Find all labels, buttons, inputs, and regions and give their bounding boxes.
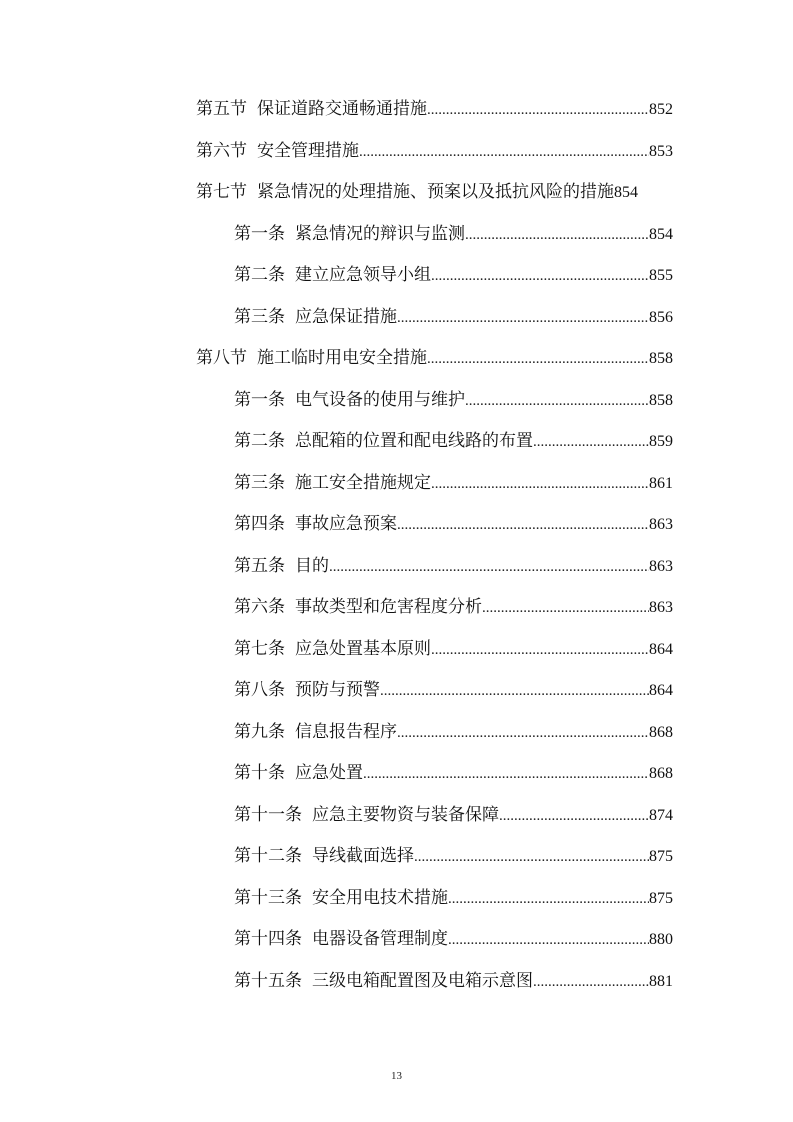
toc-entry-title: 应急处置 bbox=[295, 763, 363, 783]
toc-entry-number: 第二条 bbox=[234, 265, 285, 285]
toc-entry-title: 导线截面选择 bbox=[312, 846, 414, 866]
toc-entry-number: 第十二条 bbox=[234, 846, 302, 866]
toc-dot-leader bbox=[465, 215, 649, 257]
toc-entry-title: 三级电箱配置图及电箱示意图 bbox=[312, 970, 533, 991]
toc-entry[interactable] bbox=[0, 919, 673, 961]
toc-entry[interactable] bbox=[0, 961, 673, 1003]
toc-entry-title: 预防与预警 bbox=[295, 680, 380, 700]
toc-entry-page: 864 bbox=[649, 682, 673, 699]
toc-entry[interactable] bbox=[0, 587, 673, 629]
toc-entry-number: 第十四条 bbox=[234, 929, 302, 949]
toc-entry-title: 施工临时用电安全措施 bbox=[257, 348, 427, 368]
toc-entry[interactable] bbox=[0, 89, 673, 131]
toc-entry-page: 855 bbox=[649, 267, 673, 284]
toc-entry-page: 861 bbox=[649, 474, 673, 492]
toc-entry-title: 事故类型和危害程度分析 bbox=[295, 597, 482, 617]
toc-entry-title: 电器设备管理制度 bbox=[312, 929, 448, 949]
toc-entry-page: 863 bbox=[649, 516, 673, 533]
toc-entry-number: 第六条 bbox=[234, 597, 285, 617]
toc-entry-page: 868 bbox=[649, 765, 673, 782]
toc-entry[interactable] bbox=[0, 504, 673, 546]
page-number: 13 bbox=[391, 1070, 402, 1082]
toc-entry-number: 第十五条 bbox=[234, 970, 302, 991]
toc-entry-number: 第八节 bbox=[196, 348, 247, 368]
toc-entry-number: 第一条 bbox=[234, 389, 285, 410]
toc-entry[interactable] bbox=[0, 546, 673, 588]
toc-entry-number: 第一条 bbox=[234, 223, 285, 244]
toc-dot-leader bbox=[499, 796, 649, 838]
toc-entry-title: 信息报告程序 bbox=[295, 721, 397, 742]
toc-entry-page: 852 bbox=[649, 101, 673, 118]
toc-entry[interactable] bbox=[0, 338, 673, 380]
toc-entry[interactable] bbox=[0, 131, 673, 173]
toc-entry-title: 目的 bbox=[295, 555, 329, 576]
toc-entry-title: 安全用电技术措施 bbox=[312, 887, 448, 908]
toc-entry[interactable] bbox=[0, 297, 673, 339]
toc-entry-title: 电气设备的使用与维护 bbox=[295, 389, 465, 410]
toc-entry-title: 事故应急预案 bbox=[295, 514, 397, 534]
toc-entry-page: 875 bbox=[649, 889, 673, 907]
toc-entry-number: 第二条 bbox=[234, 431, 285, 451]
toc-entry-title: 建立应急领导小组 bbox=[295, 265, 431, 285]
toc-entry-title: 保证道路交通畅通措施 bbox=[257, 99, 427, 119]
toc-dot-leader bbox=[329, 547, 649, 589]
toc-entry-page: 858 bbox=[649, 391, 673, 409]
toc-entry-title: 总配箱的位置和配电线路的布置 bbox=[295, 431, 533, 451]
toc-dot-leader bbox=[397, 713, 649, 755]
toc-entry[interactable] bbox=[0, 380, 673, 422]
toc-entry-number: 第七条 bbox=[234, 638, 285, 659]
toc-entry-number: 第五节 bbox=[196, 99, 247, 119]
toc-entry-number: 第八条 bbox=[234, 680, 285, 700]
toc-dot-leader bbox=[431, 464, 649, 506]
toc-entry-number: 第三条 bbox=[234, 306, 285, 327]
toc-dot-leader bbox=[448, 920, 649, 962]
toc-entry-page: 858 bbox=[649, 350, 673, 367]
toc-entry[interactable] bbox=[0, 629, 673, 671]
toc-entry-page: 875 bbox=[649, 848, 673, 865]
table-of-contents bbox=[0, 89, 793, 1002]
toc-entry[interactable] bbox=[0, 836, 673, 878]
toc-entry[interactable] bbox=[0, 753, 673, 795]
toc-dot-leader bbox=[397, 505, 649, 547]
toc-entry-number: 第十三条 bbox=[234, 887, 302, 908]
toc-entry-number: 第七节 bbox=[196, 182, 247, 202]
toc-dot-leader bbox=[380, 671, 649, 713]
toc-entry-page: 863 bbox=[649, 599, 673, 616]
toc-entry-page: 881 bbox=[649, 972, 673, 990]
toc-entry[interactable] bbox=[0, 670, 673, 712]
toc-entry-page: 859 bbox=[649, 433, 673, 450]
toc-dot-leader bbox=[427, 90, 649, 132]
toc-dot-leader bbox=[448, 879, 649, 921]
toc-entry-title: 紧急情况的辩识与监测 bbox=[295, 223, 465, 244]
toc-entry-title: 应急保证措施 bbox=[295, 306, 397, 327]
toc-entry[interactable] bbox=[0, 795, 673, 837]
toc-entry-number: 第九条 bbox=[234, 721, 285, 742]
toc-entry-title: 应急处置基本原则 bbox=[295, 638, 431, 659]
toc-dot-leader bbox=[533, 422, 649, 464]
toc-entry-page: 874 bbox=[649, 806, 673, 824]
toc-entry-page: 864 bbox=[649, 640, 673, 658]
toc-entry-number: 第十一条 bbox=[234, 804, 302, 825]
toc-entry-number: 第六节 bbox=[196, 140, 247, 161]
toc-dot-leader bbox=[397, 298, 649, 340]
toc-entry-page: 854 bbox=[649, 225, 673, 243]
toc-entry[interactable] bbox=[0, 421, 673, 463]
toc-dot-leader bbox=[431, 630, 649, 672]
toc-entry-number: 第十条 bbox=[234, 763, 285, 783]
toc-dot-leader bbox=[533, 962, 649, 1004]
toc-entry-number: 第四条 bbox=[234, 514, 285, 534]
toc-entry[interactable] bbox=[0, 463, 673, 505]
toc-entry[interactable] bbox=[0, 878, 673, 920]
toc-entry-page: 856 bbox=[649, 308, 673, 326]
toc-entry-number: 第三条 bbox=[234, 472, 285, 493]
toc-entry-title: 应急主要物资与装备保障 bbox=[312, 804, 499, 825]
toc-entry[interactable] bbox=[0, 712, 673, 754]
toc-entry-page: 854 bbox=[614, 184, 638, 201]
toc-dot-leader bbox=[359, 132, 649, 174]
toc-entry-number: 第五条 bbox=[234, 555, 285, 576]
toc-entry[interactable] bbox=[0, 214, 673, 256]
toc-entry-title: 安全管理措施 bbox=[257, 140, 359, 161]
toc-dot-leader bbox=[431, 256, 649, 298]
toc-dot-leader bbox=[363, 754, 649, 796]
toc-dot-leader bbox=[482, 588, 649, 630]
toc-dot-leader bbox=[465, 381, 649, 423]
toc-dot-leader bbox=[427, 339, 649, 381]
toc-entry-title: 施工安全措施规定 bbox=[295, 472, 431, 493]
toc-entry-page: 853 bbox=[649, 142, 673, 160]
toc-entry-page: 868 bbox=[649, 723, 673, 741]
toc-dot-leader bbox=[414, 837, 649, 879]
toc-entry-title: 紧急情况的处理措施、预案以及抵抗风险的措施 bbox=[257, 182, 614, 202]
toc-entry-page: 880 bbox=[649, 931, 673, 948]
toc-entry[interactable] bbox=[0, 172, 673, 214]
toc-entry[interactable] bbox=[0, 255, 673, 297]
toc-entry-page: 863 bbox=[649, 557, 673, 575]
